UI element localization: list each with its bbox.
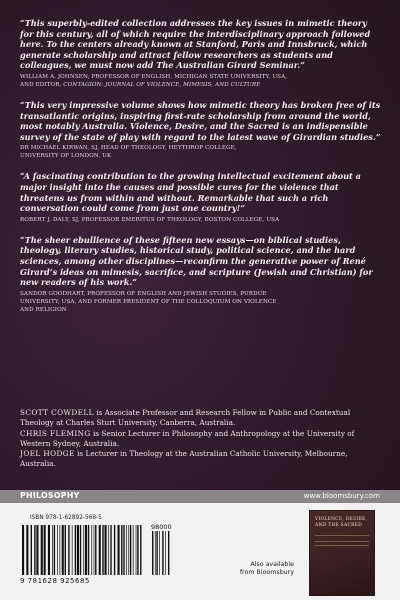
endorsement-kirwan xyxy=(20,100,382,160)
journal-title: CONTAGION: JOURNAL OF VIOLENCE, MIMESIS, AND CULTURE xyxy=(63,81,261,88)
isbn-label: ISBN 978-1-62892-568-5 xyxy=(30,515,102,521)
endorsement-daly xyxy=(20,171,382,223)
book-thumbnail xyxy=(310,511,374,595)
barcode-addon-number: 98000 xyxy=(151,523,172,531)
bio-cowdell xyxy=(20,408,380,429)
endorsement-goodhart xyxy=(20,235,382,314)
barcode-digits: 9 781628 925685 xyxy=(20,577,90,585)
bio-name: JOEL HODGE xyxy=(20,449,75,459)
bio-text: is Lecturer in Theology at the Australian Catholic University, Melbourne, Australia. xyxy=(20,449,348,469)
quote-text: “This very impressive volume shows how mimetic theory has broken free of its transatlantic origins, inspiring first-rate scholarship from around the world, most notably Australia. Violence, Desire, and the Sacred is an indispensible survey of the state of play with regard to the latest wave of Girardian studies.” xyxy=(20,99,381,142)
barcode-panel xyxy=(0,503,400,600)
bio-name: SCOTT COWDELL xyxy=(20,408,94,417)
barcode-addon-bars xyxy=(150,531,172,577)
thumbnail-rule xyxy=(315,535,369,536)
attribution-prefix: AND EDITOR, xyxy=(20,81,64,88)
category-band xyxy=(0,490,400,503)
thumbnail-title: VIOLENCE, DESIRE, AND THE SACRED xyxy=(315,517,368,528)
thumbnail-rule xyxy=(315,541,369,542)
isbn-barcode xyxy=(20,515,170,589)
publisher-website: www.bloomsbury.com xyxy=(303,492,380,500)
attribution-line: DR MICHAEL KIRWAN, SJ, HEAD OF THEOLOGY, HEYTHROP COLLEGE, xyxy=(20,145,237,152)
thumbnail-rule xyxy=(315,545,369,546)
bio-name: CHRIS FLEMING xyxy=(20,428,91,438)
quote-attribution xyxy=(20,73,382,89)
quote-text: “This superbly-edited collection addresses the key issues in mimetic theory for this century, all of which require the interdisciplinary approach followed here. To the centers already known at Stanford, Paris and Innsbruck, which generate scholarship and attract fellow researchers as students and colleagues, we must now add The Australian Girard Seminar.” xyxy=(20,18,371,71)
also-available-line: Also available xyxy=(250,561,294,568)
attribution-line: UNIVERSITY OF LONDON, UK xyxy=(20,153,112,160)
bio-fleming xyxy=(20,429,380,450)
attribution-line: UNIVERSITY, USA, AND FORMER PRESIDENT OF THE COLLOQUIUM ON VIOLENCE xyxy=(20,298,277,305)
quote-attribution xyxy=(20,290,382,314)
endorsements xyxy=(20,18,382,325)
barcode-bars xyxy=(20,525,146,577)
quote-text: “A fascinating contribution to the growing intellectual excitement about a major insight into the causes and possible cures for the violence that threatens us from within and without. Remarkable that such a rich conversation could come from just one country!” xyxy=(20,171,361,214)
category-label: PHILOSOPHY xyxy=(20,491,80,500)
attribution-line: AND RELIGION xyxy=(20,306,67,313)
attribution-line xyxy=(20,81,382,89)
attribution-line: WILLIAM A. JOHNSEN, PROFESSOR OF ENGLISH, MICHIGAN STATE UNIVERSITY, USA, xyxy=(20,73,288,80)
endorsement-johnsen xyxy=(20,18,382,89)
also-available xyxy=(234,561,294,577)
quote-attribution xyxy=(20,144,382,160)
bio-hodge xyxy=(20,449,380,470)
attribution-line: ROBERT J. DALY, SJ, PROFESSOR EMERITUS OF THEOLOGY, BOSTON COLLEGE, USA xyxy=(20,216,280,223)
quote-text: “The sheer ebullience of these fifteen new essays—on biblical studies, theology, literary studies, historical study, political science, and the hard sciences, among other disciplines—reconfirm the generative power of René Girard’s ideas on mimesis, sacrifice, and scripture (Jewish and Christian) for new readers of his work.” xyxy=(20,234,373,288)
bio-text: is Associate Professor and Research Fellow in Public and Contextual Theology at Charles Sturt University, Canberra, Australia. xyxy=(20,408,351,428)
bio-text: is Senior Lecturer in Philosophy and Anthropology at the University of Western Sydney, Australia. xyxy=(20,428,355,448)
quote-attribution xyxy=(20,216,382,224)
also-available-line: from Bloomsbury xyxy=(239,569,294,576)
editor-bios xyxy=(20,408,380,470)
attribution-line: SANDOR GOODHART, PROFESSOR OF ENGLISH AND JEWISH STUDIES, PURDUE xyxy=(20,290,267,297)
